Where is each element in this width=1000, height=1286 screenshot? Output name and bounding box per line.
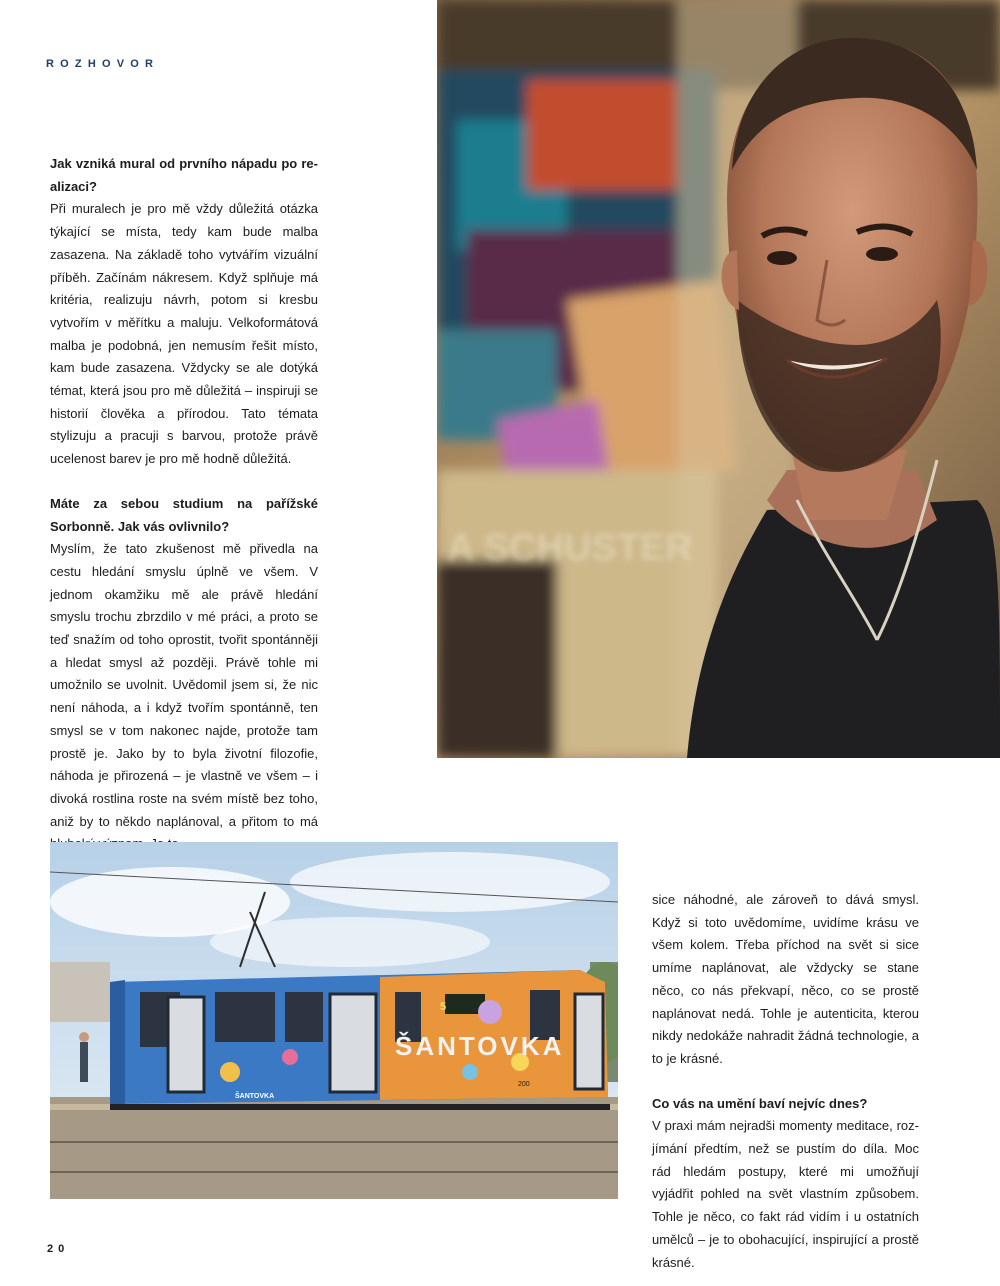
portrait-wall-text: A SCHUSTER <box>447 527 693 569</box>
tram-brand-text: ŠANTOVKA <box>395 1031 565 1061</box>
tram-photo <box>50 842 618 1199</box>
interview-answer: Myslím, že tato zkušenost mě přivedla na cestu hledání smyslu úplně ve všem. V jednom okamžiku mě ale právě hledání smyslu trochu zbrzdilo v mé práci, a proto se teď snažím od toho oprostit, tvořit spontánněji a hledat smysl až později. Právě tohle mi umožnilo se uvolnit. Uvědomil jsem si, že nic není náhoda, a i když tvořím spontánně, ten smysl se v tom nakonec najde, protože tam prostě je. Jako by to byla životní filozofie, náhoda je přirozená – je vlastně ve všem – i divoká rostlina roste na svém místě bez toho, aniž by to někdo naplánoval, a přitom to má <box>50 541 318 829</box>
section-label: ROZHOVOR <box>46 58 160 70</box>
tram-logo-text: ŠANTOVKA <box>235 1093 275 1100</box>
left-text-column <box>50 153 318 856</box>
artist-portrait-photo <box>437 0 1000 758</box>
interview-question: Jak vzniká mural od prvního nápadu po realizaci? <box>50 156 318 194</box>
page-number: 20 <box>47 1243 70 1255</box>
interview-question: Máte za sebou studium na pařížské Sorbonně. Jak vás ovlivnilo? <box>50 495 318 534</box>
right-text-column <box>652 889 919 1274</box>
interview-question: Co vás na umění baví nejvíc dnes? <box>652 1095 868 1111</box>
paragraph-gap <box>50 471 318 493</box>
interview-answer: sice náhodné, ale zároveň to dává smysl. Když si toto uvědomíme, uvidíme krásu ve všem kolem. Třeba příchod na svět si sice umíme naplánovat, ale vždycky se stane něco, co nás překvapí, něco, co se prostě naplánovat nedá. Tohle je autenticita, kterou nikdy nedokáže nahradit žádná technologie, a to je krásné. <box>652 892 919 1066</box>
paragraph-gap <box>652 1071 919 1093</box>
interview-answer: V praxi mám nejradši momenty meditace, rozjímání předtím, než se pustím do díla. Moc rád hledám postupy, které mi umožňují vyjádřit pohled na svět vlastním způsobem. Tohle je něco, co fakt rád vidím i u ostatních umělců – je to obohacující, inspirující a prostě krásné. <box>652 1118 919 1270</box>
tram-route-number: 5 <box>440 1001 447 1013</box>
interview-answer: Při muralech je pro mě vždy důležitá otázka týkající se místa, tedy kam bude malba zasazena. Na základě toho vytvářím vizuální příběh. Začínám nákresem. Když splňuje má kritéria, realizuju návrh, potom si kresbu vytvořím v měřítku a maluju. Velkoformátová malba je podobná, jen nemusím řešit místo, kam bude zasazena. Vždycky se ale dotýká témat, která jsou pro mě důležitá – inspiruji se historií člověka a přírodou. Tato témata stylizuju a pracuji s barvou, protože právě ucelenost barev je pro mě hodně důležitá. <box>50 201 318 467</box>
tram-fleet-number: 200 <box>518 1081 530 1088</box>
